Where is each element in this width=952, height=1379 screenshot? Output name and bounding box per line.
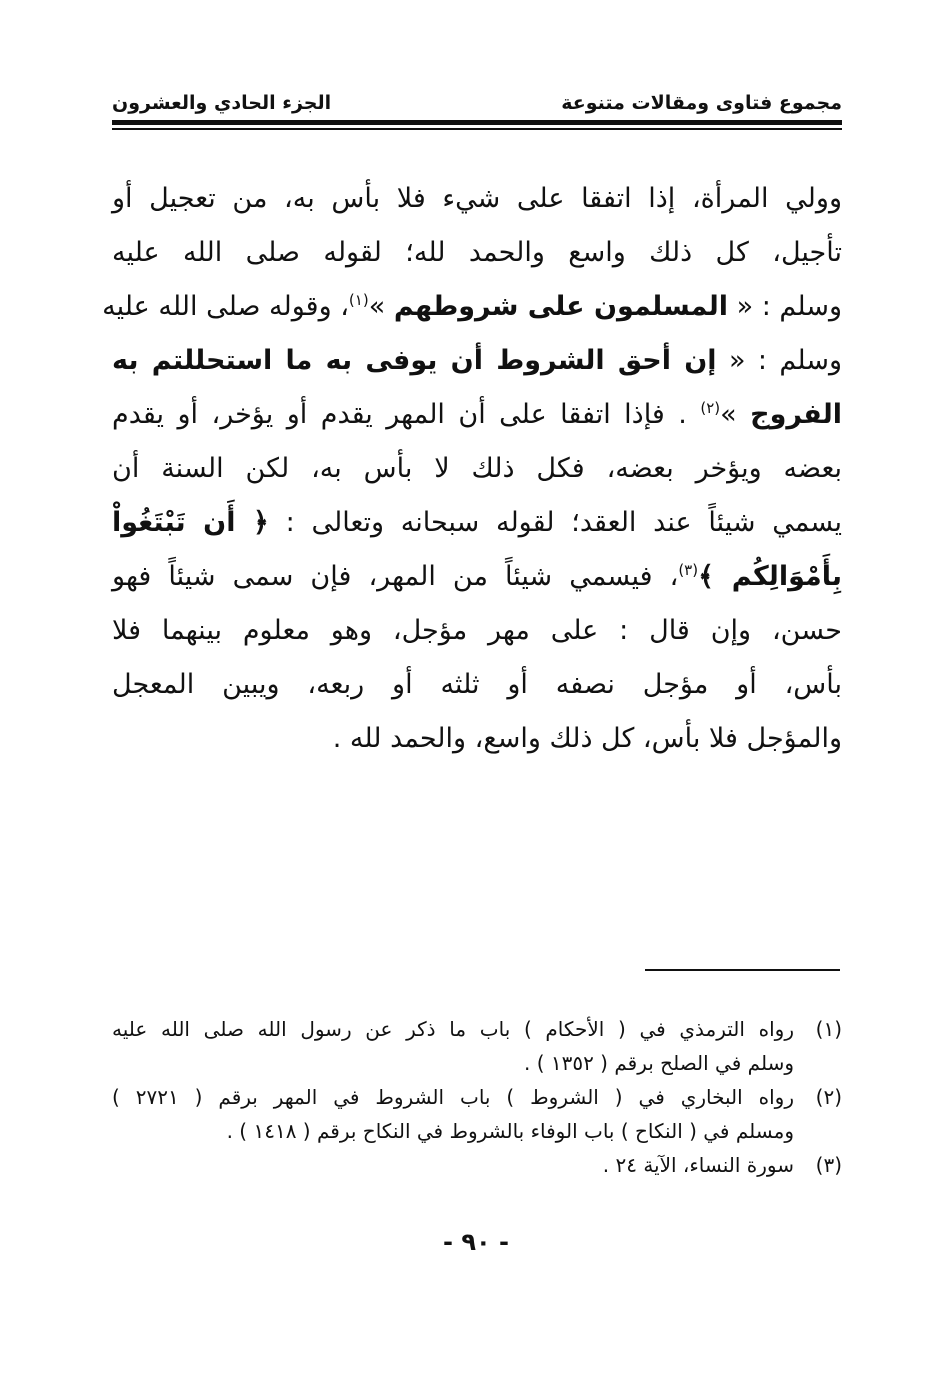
text-line (112, 388, 842, 442)
header-rule-thin (112, 128, 842, 130)
page-number: - ٩٠ - (443, 1228, 509, 1256)
text-segment: . فإذا اتفقا على أن المهر يقدم أو يؤخر، أو يقدم (112, 399, 687, 430)
text-segment: والمؤجل فلا بأس، كل ذلك واسع، والحمد لله . (332, 723, 842, 754)
running-header (112, 84, 842, 114)
text-segment: يسمي شيئاً عند العقد؛ لقوله سبحانه وتعالى : (285, 507, 842, 538)
text-segment: ، وقوله صلى الله عليه (102, 291, 349, 322)
text-segment: ، فيسمي شيئاً من المهر، فإن سمى شيئاً فهو (112, 561, 679, 592)
footnote-number: (٢) (815, 1085, 842, 1109)
footnote-ref: (٣) (678, 561, 699, 579)
text-segment: وسلم : « (736, 291, 842, 322)
text-line (112, 604, 842, 658)
footnote-line: سورة النساء، الآية ٢٤ . (602, 1153, 794, 1177)
quran-quote: بِأَمْوَالِكُم ﴾ (698, 561, 842, 592)
footnotes (112, 1012, 842, 1182)
volume-title: الجزء الحادي والعشرون (112, 92, 332, 114)
footnote (112, 1012, 842, 1080)
footnote-text (112, 1012, 794, 1080)
text-segment: بعضه ويؤخر بعضه، فكل ذلك لا بأس به، لكن السنة أن (112, 453, 842, 484)
footnote-line: وسلم في الصلح برقم ( ١٣٥٢ ) . (523, 1051, 794, 1075)
footnote-line: رواه البخاري في ( الشروط ) باب الشروط في المهر برقم ( ٢٧٢١ ) (112, 1085, 794, 1109)
text-segment: بأس، أو مؤجل نصفه أو ثلثه أو ربعه، ويبين المعجل (112, 669, 842, 700)
footnote-ref: (٢) (700, 399, 721, 417)
text-segment: » (368, 291, 386, 322)
footnote-ref: (١) (348, 291, 369, 309)
text-segment: حسن، وإن قال : على مهر مؤجل، وهو معلوم بينهما فلا (112, 615, 842, 646)
footnote (112, 1148, 842, 1182)
footnote-text (112, 1148, 794, 1182)
text-segment: تأجيل، كل ذلك واسع والحمد لله؛ لقوله صلى الله عليه (112, 237, 842, 268)
footnote-text (112, 1080, 794, 1148)
text-line (112, 226, 842, 280)
header-rule-thick (112, 120, 842, 125)
text-line (112, 334, 842, 388)
quran-quote: ﴿ أَن تَبْتَغُواْ (112, 507, 269, 538)
hadith-quote: الفروج (750, 399, 842, 430)
footnote-separator (645, 969, 840, 971)
text-line (112, 712, 842, 766)
text-line (112, 550, 842, 604)
hadith-quote: إن أحق الشروط أن يوفى به ما استحللتم به (112, 345, 717, 376)
hadith-quote: المسلمون على شروطهم (393, 291, 729, 322)
book-title: مجموع فتاوى ومقالات متنوعة (561, 92, 842, 114)
footnote-number: (٣) (815, 1153, 842, 1177)
text-line (102, 280, 842, 334)
text-segment: وولي المرأة، إذا اتفقا على شيء فلا بأس به، من تعجيل أو (112, 183, 842, 214)
main-text (102, 172, 842, 766)
text-line (112, 496, 842, 550)
text-segment: » (720, 399, 737, 430)
text-line (112, 442, 842, 496)
footnote-number: (١) (815, 1017, 842, 1041)
footnote-line: ومسلم في ( النكاح ) باب الوفاء بالشروط في النكاح برقم ( ١٤١٨ ) . (226, 1119, 794, 1143)
text-line (112, 172, 842, 226)
text-segment: وسلم : « (728, 345, 842, 376)
footnote (112, 1080, 842, 1148)
footnote-line: رواه الترمذي في ( الأحكام ) باب ما ذكر عن رسول الله صلى الله عليه (112, 1017, 794, 1041)
text-line (112, 658, 842, 712)
